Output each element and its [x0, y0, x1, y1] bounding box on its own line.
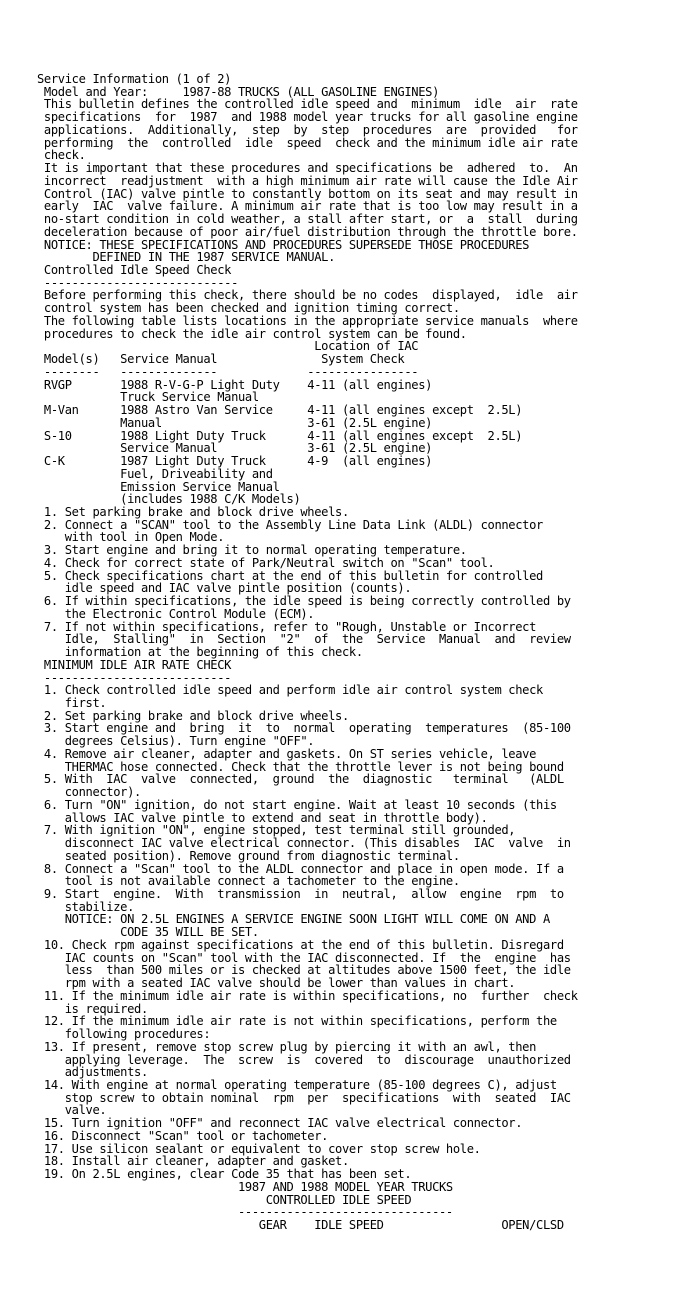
document-line: 17. Use silicon sealant or equivalent to cover stop screw hole. — [37, 1141, 481, 1156]
document-line: 18. Install air cleaner, adapter and gasket. — [37, 1154, 349, 1169]
document-line: less than 500 miles or is checked at altitudes above 1500 feet, the idle — [37, 963, 571, 978]
document-line: 5. With IAC valve connected, ground the diagnostic terminal (ALDL — [37, 772, 564, 787]
document-line: It is important that these procedures and specifications be adhered to. An — [37, 161, 578, 176]
document-line: stop screw to obtain nominal rpm per specifications with seated IAC — [37, 1090, 571, 1105]
document-line: --------------------------- — [37, 670, 232, 685]
document-line: the Electronic Control Module (ECM). — [37, 606, 315, 621]
document-line: DEFINED IN THE 1987 SERVICE MANUAL. — [37, 250, 336, 265]
document-line: performing the controlled idle speed check and the minimum idle air rate — [37, 135, 578, 150]
document-line: deceleration because of poor air/fuel distribution through the throttle bore. — [37, 224, 578, 239]
document-line: Fuel, Driveability and — [37, 466, 273, 481]
document-line: Service Information (1 of 2) — [37, 72, 232, 86]
document-line: Emission Service Manual — [37, 479, 280, 494]
document-line: IAC counts on "Scan" tool with the IAC disconnected. If the engine has — [37, 950, 571, 965]
document-line: connector). — [37, 785, 141, 800]
document-line: control system has been checked and ignition timing correct. — [37, 301, 460, 316]
document-line: 9. Start engine. With transmission in neutral, allow engine rpm to — [37, 887, 564, 901]
document-line: tool is not available connect a tachometer to the engine. — [37, 874, 460, 889]
document-line: M-Van 1988 Astro Van Service 4-11 (all engines except 2.5L) — [37, 403, 523, 418]
document-line: NOTICE: ON 2.5L ENGINES A SERVICE ENGINE SOON LIGHT WILL COME ON AND A — [37, 912, 550, 927]
document-line: Location of IAC — [37, 339, 419, 354]
document-line: incorrect readjustment with a high minimum air rate will cause the Idle Air — [37, 173, 578, 188]
document-line: 1. Check controlled idle speed and perform idle air control system check — [37, 683, 543, 698]
document-line: NOTICE: THESE SPECIFICATIONS AND PROCEDURES SUPERSEDE THOSE PROCEDURES — [37, 237, 530, 252]
document-line: S-10 1988 Light Duty Truck 4-11 (all engines except 2.5L) — [37, 428, 523, 443]
document-line: specifications for 1987 and 1988 model year trucks for all gasoline engine — [37, 110, 578, 125]
service-bulletin-text — [37, 73, 667, 1232]
document-line: seated position). Remove ground from diagnostic terminal. — [37, 848, 460, 863]
document-line: The following table lists locations in the appropriate service manuals where — [37, 313, 578, 328]
document-line: ------------------------------- — [37, 1205, 453, 1220]
document-line: CODE 35 WILL BE SET. — [37, 925, 259, 940]
document-line: (includes 1988 C/K Models) — [37, 492, 301, 507]
document-line: C-K 1987 Light Duty Truck 4-9 (all engines) — [37, 454, 433, 469]
document-line: 12. If the minimum idle air rate is not within specifications, perform the — [37, 1014, 557, 1029]
document-line: adjustments. — [37, 1065, 148, 1080]
document-line: 4. Check for correct state of Park/Neutral switch on "Scan" tool. — [37, 555, 495, 570]
document-line: 2. Connect a "SCAN" tool to the Assembly Line Data Link (ALDL) connector — [37, 517, 543, 532]
document-line: 5. Check specifications chart at the end of this bulletin for controlled — [37, 568, 543, 583]
document-line: Model and Year: 1987-88 TRUCKS (ALL GASOLINE ENGINES) — [37, 84, 440, 99]
document-line: THERMAC hose connected. Check that the throttle lever is not being bound — [37, 759, 564, 774]
document-line: 1987 AND 1988 MODEL YEAR TRUCKS — [37, 1179, 453, 1194]
document-line: MINIMUM IDLE AIR RATE CHECK — [37, 657, 232, 672]
document-line: 1. Set parking brake and block drive wheels. — [37, 504, 349, 519]
document-line: 7. If not within specifications, refer to "Rough, Unstable or Incorrect — [37, 619, 537, 634]
document-line: GEAR IDLE SPEED OPEN/CLSD — [37, 1218, 564, 1233]
document-line: 19. On 2.5L engines, clear Code 35 that has been set. — [37, 1167, 412, 1182]
document-line: idle speed and IAC valve pintle position (counts). — [37, 581, 412, 596]
document-line: no-start condition in cold weather, a stall after start, or a stall during — [37, 212, 578, 227]
document-line: following procedures: — [37, 1027, 211, 1042]
document-line: Control (IAC) valve pintle to constantly bottom on its seat and may result in — [37, 186, 578, 201]
document-line: applying leverage. The screw is covered to discourage unauthorized — [37, 1052, 571, 1067]
document-line: procedures to check the idle air control system can be found. — [37, 326, 467, 341]
document-line: 6. Turn "ON" ignition, do not start engine. Wait at least 10 seconds (this — [37, 797, 557, 812]
document-line: This bulletin defines the controlled idle speed and minimum idle air rate — [37, 97, 578, 112]
document-line: check. — [37, 148, 86, 163]
document-line: CONTROLLED IDLE SPEED — [37, 1192, 412, 1207]
document-line: first. — [37, 695, 107, 710]
document-line: applications. Additionally, step by step procedures are provided for — [37, 122, 578, 137]
document-line: with tool in Open Mode. — [37, 530, 225, 545]
document-line: 11. If the minimum idle air rate is within specifications, no further check — [37, 988, 578, 1003]
document-line: stabilize. — [37, 899, 135, 914]
document-line: Manual 3-61 (2.5L engine) — [37, 415, 433, 430]
document-line: 16. Disconnect "Scan" tool or tachometer. — [37, 1128, 329, 1143]
document-line: 15. Turn ignition "OFF" and reconnect IAC valve electrical connector. — [37, 1116, 523, 1131]
document-line: -------- -------------- ---------------- — [37, 364, 419, 379]
document-line: information at the beginning of this check. — [37, 645, 363, 660]
document-line: Idle, Stalling" in Section "2" of the Service Manual and review — [37, 632, 571, 647]
document-line: 3. Start engine and bring it to normal operating temperature. — [37, 543, 467, 558]
document-line: rpm with a seated IAC valve should be lower than values in chart. — [37, 976, 516, 991]
document-line: valve. — [37, 1103, 107, 1118]
document-line: 8. Connect a "Scan" tool to the ALDL connector and place in open mode. If a — [37, 861, 564, 876]
document-line: 3. Start engine and bring it to normal operating temperatures (85-100 — [37, 721, 571, 736]
document-line: Model(s) Service Manual System Check — [37, 352, 405, 367]
document-line: 14. With engine at normal operating temperature (85-100 degrees C), adjust — [37, 1078, 557, 1093]
document-line: 6. If within specifications, the idle speed is being correctly controlled by — [37, 594, 571, 609]
document-line: allows IAC valve pintle to extend and seat in throttle body). — [37, 810, 488, 825]
document-line: 4. Remove air cleaner, adapter and gaskets. On ST series vehicle, leave — [37, 746, 537, 761]
document-line: Service Manual 3-61 (2.5L engine) — [37, 441, 433, 456]
document-line: Before performing this check, there should be no codes displayed, idle air — [37, 288, 578, 303]
document-line: 7. With ignition "ON", engine stopped, test terminal still grounded, — [37, 823, 516, 838]
document-line: early IAC valve failure. A minimum air rate that is too low may result in a — [37, 199, 578, 214]
document-line: ---------------------------- — [37, 275, 239, 290]
document-line: 10. Check rpm against specifications at the end of this bulletin. Disregard — [37, 937, 564, 952]
document-line: Truck Service Manual — [37, 390, 259, 405]
document-line: 13. If present, remove stop screw plug by piercing it with an awl, then — [37, 1039, 537, 1054]
document-line: is required. — [37, 1001, 148, 1016]
document-line: disconnect IAC valve electrical connector. (This disables IAC valve in — [37, 836, 571, 851]
document-line: degrees Celsius). Turn engine "OFF". — [37, 734, 315, 749]
document-line: 2. Set parking brake and block drive wheels. — [37, 708, 349, 723]
document-line: Controlled Idle Speed Check — [37, 263, 232, 278]
document-line: RVGP 1988 R-V-G-P Light Duty 4-11 (all engines) — [37, 377, 433, 392]
